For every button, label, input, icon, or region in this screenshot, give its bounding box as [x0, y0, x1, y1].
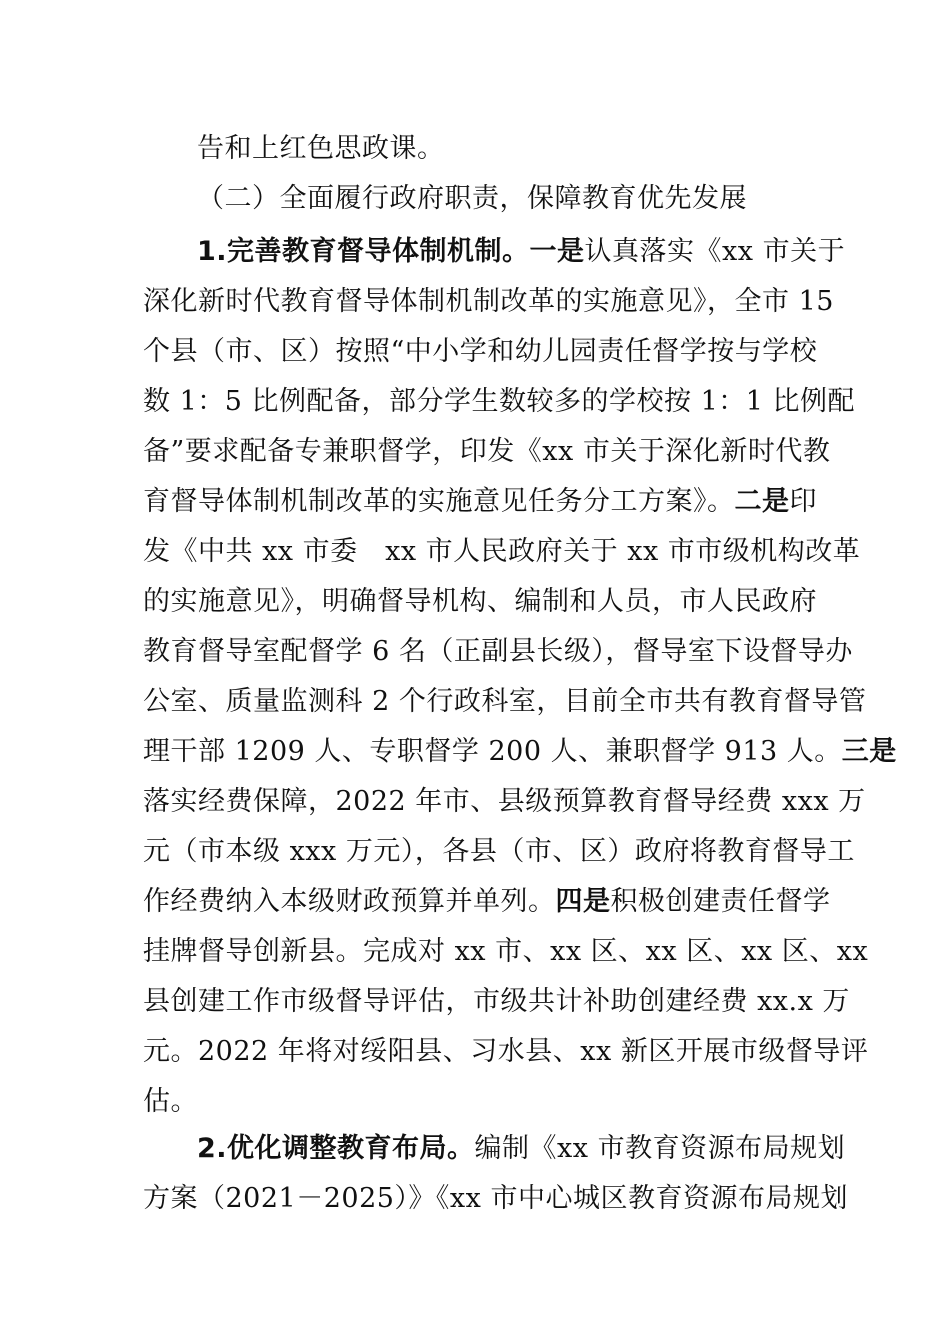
item1-lead-2: 二是: [734, 486, 790, 517]
section-heading: [197, 174, 807, 224]
item1-line-2: [143, 277, 834, 327]
item2-line-1-text: 编制《xx 市教育资源布局规划: [474, 1133, 846, 1164]
item1-line-13-text: 元（市本级 xxx 万元），各县（市、区）政府将教育督导工: [143, 836, 855, 867]
item2-line-1: [197, 1124, 846, 1174]
item1-line-15: [143, 927, 869, 977]
item1-line-4-text: 数 1：5 比例配备，部分学生数较多的学校按 1：1 比例配: [143, 386, 856, 417]
item1-lead-1: 一是: [529, 236, 585, 267]
item1-line-9: [143, 627, 853, 677]
item1-line-5-text: 备”要求配备专兼职督学，印发《xx 市关于深化新时代教: [143, 436, 831, 467]
item1-line-8-text: 的实施意见》，明确督导机构、编制和人员，市人民政府: [143, 586, 817, 617]
item1-line-9-text: 教育督导室配督学 6 名（正副县长级），督导室下设督导办: [143, 636, 853, 667]
item1-line-11: [143, 727, 897, 777]
item1-line-8: [143, 577, 817, 627]
item1-line-7-text: 发《中共 xx 市委 xx 市人民政府关于 xx 市市级机构改革: [143, 536, 861, 567]
item1-line-14-tail: 积极创建责任督学: [610, 886, 831, 917]
item1-line-17: [143, 1027, 869, 1077]
item1-lead-4: 四是: [555, 886, 611, 917]
item2-title: 2.优化调整教育布局。: [197, 1133, 475, 1164]
item2-line-2-text: 方案（2021－2025）》《xx 市中心城区教育资源布局规划: [143, 1183, 848, 1214]
item1-line-18-text: 估。: [143, 1086, 198, 1117]
item1-line-18: [143, 1077, 807, 1127]
item1-line-11-text: 理干部 1209 人、专职督学 200 人、兼职督学 913 人。: [143, 736, 842, 767]
item1-line-2-text: 深化新时代教育督导体制机制改革的实施意见》，全市 15: [143, 286, 834, 317]
item1-line-12-text: 落实经费保障，2022 年市、县级预算教育督导经费 xxx 万: [143, 786, 866, 817]
item1-line-6-tail: 印: [789, 486, 817, 517]
item1-line-10-text: 公室、质量监测科 2 个行政科室，目前全市共有教育督导管: [143, 686, 867, 717]
item1-line-1-text: 认真落实《xx 市关于: [584, 236, 846, 267]
item1-line-14-text: 作经费纳入本级财政预算并单列。: [143, 886, 556, 917]
item1-line-10: [143, 677, 867, 727]
section-heading-text: （二）全面履行政府职责，保障教育优先发展: [197, 183, 747, 214]
item1-line-3-text: 个县（市、区）按照“中小学和幼儿园责任督学按与学校: [143, 336, 818, 367]
item1-line-7: [143, 527, 861, 577]
item1-title: 1.完善教育督导体制机制。: [197, 236, 530, 267]
item1-line-12: [143, 777, 866, 827]
item2-line-2: [143, 1174, 848, 1224]
item1-line-16: [143, 977, 850, 1027]
paragraph-tail-text: 告和上红色思政课。: [197, 133, 445, 164]
item1-line-6: [143, 477, 817, 527]
paragraph-tail: [197, 124, 807, 174]
item1-line-13: [143, 827, 855, 877]
item1-line-14: [143, 877, 831, 927]
item1-line-4: [143, 377, 856, 427]
item1-line-15-text: 挂牌督导创新县。完成对 xx 市、xx 区、xx 区、xx 区、xx: [143, 936, 869, 967]
item1-line-17-text: 元。2022 年将对绥阳县、习水县、xx 新区开展市级督导评: [143, 1036, 869, 1067]
item1-line-1: [197, 227, 846, 277]
item1-line-16-text: 县创建工作市级督导评估，市级共计补助创建经费 xx.x 万: [143, 986, 850, 1017]
item1-line-5: [143, 427, 831, 477]
item1-lead-3: 三是: [841, 736, 897, 767]
item1-line-3: [143, 327, 818, 377]
item1-line-6-text: 育督导体制机制改革的实施意见任务分工方案》。: [143, 486, 735, 517]
